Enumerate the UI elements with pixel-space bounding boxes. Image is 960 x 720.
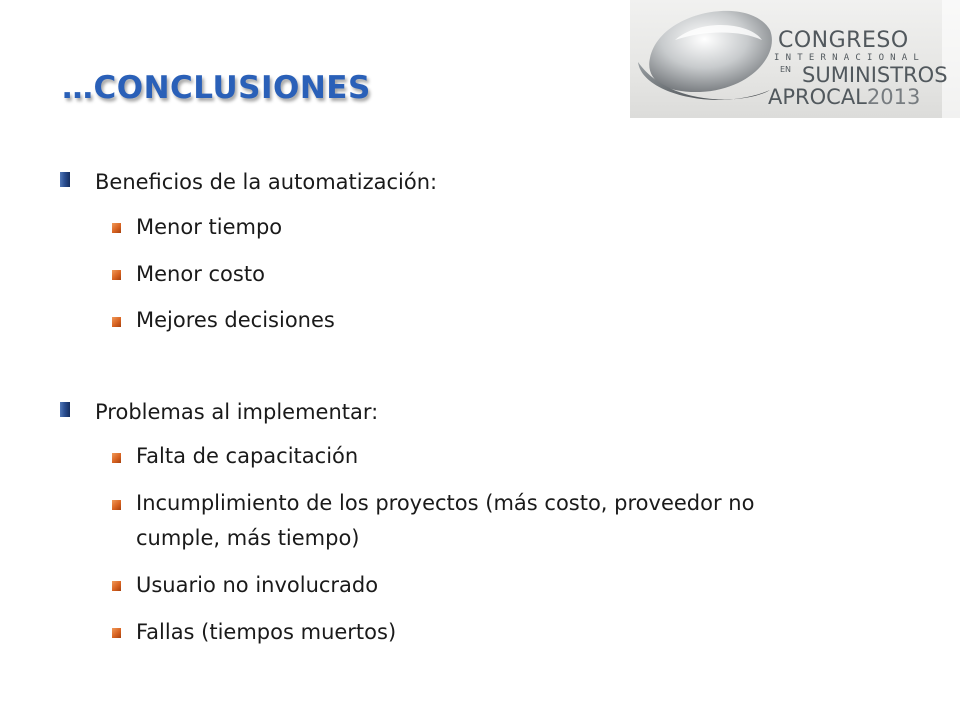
level2-bullet-icon	[112, 500, 121, 510]
list-item: Usuario no involucrado	[136, 573, 379, 597]
level2-bullet-icon	[112, 581, 121, 591]
level1-bullet-icon	[60, 172, 70, 187]
list-item: Fallas (tiempos muertos)	[136, 620, 397, 644]
logo-line-en: EN	[780, 65, 792, 74]
list-item: Menor tiempo	[136, 215, 283, 239]
logo-line-suministros: SUMINISTROS	[802, 63, 948, 87]
list-item: Incumplimiento de los proyectos (más costo, proveedor no	[136, 491, 755, 515]
level2-bullet-icon	[112, 317, 121, 327]
logo-year: 2013	[866, 85, 921, 109]
level1-bullet-icon	[60, 402, 70, 417]
logo-line-congreso: CONGRESO	[778, 28, 909, 53]
list-item: Falta de capacitación	[136, 444, 359, 468]
logo-line-aprocal: APROCAL	[768, 85, 867, 109]
logo-line-internacional: INTERNACIONAL	[774, 53, 926, 63]
bullet-heading-beneficios: Beneficios de la automatización:	[95, 170, 438, 194]
bullet-heading-problemas: Problemas al implementar:	[95, 400, 379, 424]
level2-bullet-icon	[112, 628, 121, 638]
list-item: Mejores decisiones	[136, 308, 335, 332]
list-item-continuation: cumple, más tiempo)	[136, 526, 360, 550]
level2-bullet-icon	[112, 453, 121, 463]
level2-bullet-icon	[112, 270, 121, 280]
slide-title: …CONCLUSIONES	[62, 70, 371, 106]
list-item: Menor costo	[136, 262, 265, 286]
level2-bullet-icon	[112, 223, 121, 233]
